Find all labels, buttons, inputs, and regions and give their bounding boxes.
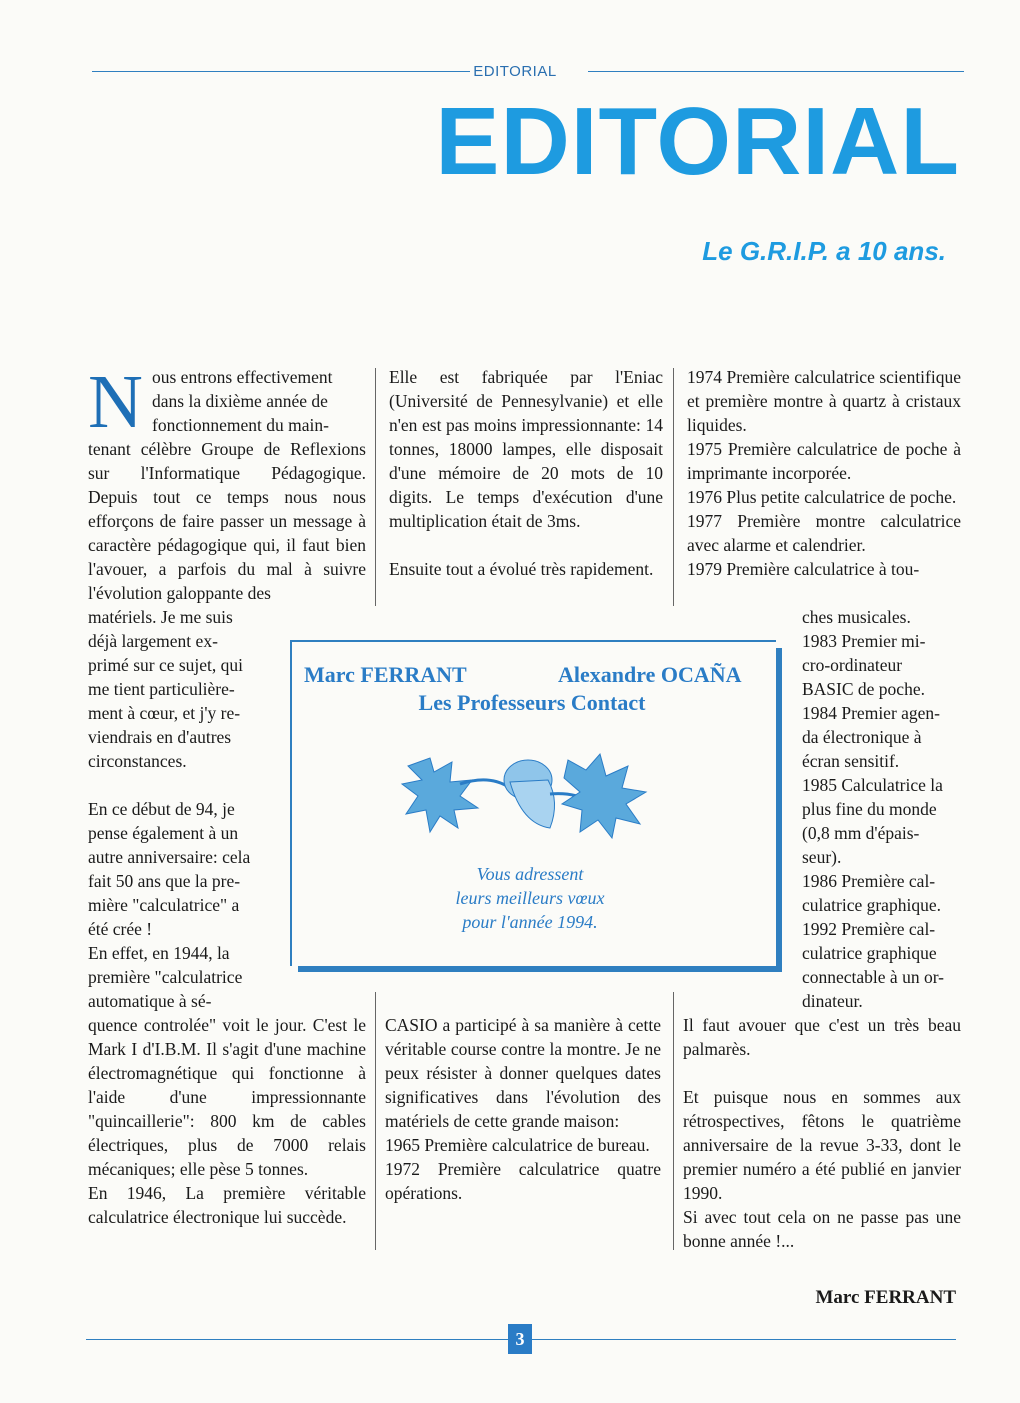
text-line: connectable à un or- (802, 967, 945, 987)
text-line: dans la dixième année de (152, 391, 328, 411)
text-line: 1979 Première calculatrice à tou- (687, 559, 920, 579)
paragraph: tenant célèbre Groupe de Reflexions sur l'Informatique Pédagogique. Depuis tout ce temps nous nous efforçons de faire passer un message à caractère pédagogique qui, il faut bien l'avouer, a parfois du mal à suivre l'évolution galoppante des (88, 439, 366, 603)
header-rule-right (588, 71, 964, 72)
text-line: fonctionnement du main- (152, 415, 329, 435)
drop-cap: N (88, 360, 143, 444)
col3-top (687, 365, 961, 581)
text-line: plus fine du monde (802, 799, 937, 819)
text-line: En effet, en 1944, la (88, 943, 230, 963)
text-line: autre anniversaire: cela (88, 847, 251, 867)
oak-leaf-acorn-illustration (400, 744, 665, 844)
text-line: (0,8 mm d'épais- (802, 823, 920, 843)
author-signature: Marc FERRANT (815, 1287, 956, 1308)
col1-paragraph-1 (88, 437, 366, 605)
paragraph: 1972 Première calculatrice quatre opérations. (385, 1159, 661, 1203)
text-line: cro-ordinateur (802, 655, 903, 675)
paragraph: En 1946, La première véritable calculatrice électronique lui succède. (88, 1183, 366, 1227)
text-line: ches musicales. (802, 607, 911, 627)
page-title: EDITORIAL (435, 88, 960, 195)
text-line: matériels. Je me suis (88, 607, 233, 627)
text-line: 1986 Première cal- (802, 871, 936, 891)
text-line: première "calculatrice (88, 967, 243, 987)
box-wish-line-2: leurs meilleurs vœux (455, 888, 605, 908)
text-line: 1984 Premier agen- (802, 703, 941, 723)
paragraph: Et puisque nous en sommes aux rétrospectives, fêtons le quatrième anniversaire de la revue 3-33, dont le premier numéro a été publié en janvier 1990. (683, 1087, 961, 1203)
box-name-left: Marc FERRANT (304, 662, 467, 687)
paragraph: 1977 Première montre calculatrice avec alarme et calendrier. (687, 511, 961, 555)
box-group: Les Professeurs Contact (418, 690, 646, 715)
column-divider-2-top (673, 368, 674, 606)
footer-rule-left (86, 1339, 508, 1340)
col1-intro-lines (152, 365, 366, 437)
paragraph: quence controlée" voit le jour. C'est le Mark I d'I.B.M. Il s'agit d'une machine électromagnétique qui fonctionne à l'aide d'une impressionnante "quincaillerie": 800 km de cables électriques, plus de 7000 relais mécaniques; elle pèse 5 tonnes. (88, 1015, 366, 1179)
box-name-right: Alexandre OCAÑA (558, 662, 742, 687)
text-line: mière "calculatrice" a (88, 895, 240, 915)
text-line: culatrice graphique. (802, 895, 941, 915)
text-line: dinateur. (802, 991, 863, 1011)
col3-bottom (683, 1013, 961, 1253)
text-line: circonstances. (88, 751, 187, 771)
column-divider-2-bottom (673, 992, 674, 1250)
text-line: primé sur ce sujet, qui (88, 655, 244, 675)
col3-narrow (802, 605, 960, 1013)
text-line: seur). (802, 847, 842, 867)
paragraph: 1974 Première calculatrice scientifique et première montre à quartz à cristaux liquides. (687, 367, 961, 435)
text-line: été crée ! (88, 919, 153, 939)
col2-bottom (385, 1013, 661, 1205)
paragraph: 1976 Plus petite calculatrice de poche. (687, 487, 957, 507)
text-line: fait 50 ans que la pre- (88, 871, 241, 891)
text-line: viendrais en d'autres (88, 727, 232, 747)
text-line: BASIC de poche. (802, 679, 925, 699)
column-divider-1-bottom (375, 992, 376, 1250)
text-line: ment à cœur, et j'y re- (88, 703, 241, 723)
text-line: 1985 Calculatrice la (802, 775, 943, 795)
text-line: 1983 Premier mi- (802, 631, 926, 651)
box-wish-line-1: Vous adressent (476, 864, 584, 884)
page-subtitle: Le G.R.I.P. a 10 ans. (702, 236, 946, 266)
text-line: automatique à sé- (88, 991, 212, 1011)
paragraph: Il faut avouer que c'est un très beau palmarès. (683, 1015, 961, 1059)
section-label: EDITORIAL (473, 63, 557, 80)
box-wish-line-3: pour l'année 1994. (462, 912, 598, 932)
text-line: déjà largement ex- (88, 631, 218, 651)
text-line: ous entrons effectivement (152, 367, 333, 387)
paragraph: 1975 Première calculatrice de poche à imprimante incorporée. (687, 439, 961, 483)
paragraph: Elle est fabriquée par l'Eniac (Université de Pennesylvanie) et elle n'en est pas moins impressionnante: 14 tonnes, 18000 lampes, elle disposait d'une mémoire de 20 mots de 10 digits. Le temps d'exécution d'une multiplication était de 3ms. (389, 367, 663, 531)
paragraph: 1965 Première calculatrice de bureau. (385, 1135, 650, 1155)
text-line: pense également à un (88, 823, 239, 843)
column-divider-1-top (375, 368, 376, 606)
text-line: da électronique à (802, 727, 922, 747)
header-rule-left (92, 71, 470, 72)
text-line: 1992 Première cal- (802, 919, 936, 939)
paragraph: CASIO a participé à sa manière à cette véritable course contre la montre. Je ne peux résister à donner quelques dates significatives dans l'évolution des matériels de cette grande maison: (385, 1015, 661, 1131)
col2-top (389, 365, 663, 581)
footer-rule-right (532, 1339, 956, 1340)
col1-paragraph-bottom (88, 1013, 366, 1229)
text-line: En ce début de 94, je (88, 799, 235, 819)
paragraph: Si avec tout cela on ne passe pas une bonne année !... (683, 1207, 961, 1251)
col1-narrow-block (88, 605, 265, 1013)
text-line: écran sensitif. (802, 751, 900, 771)
text-line: culatrice graphique (802, 943, 937, 963)
page-number: 3 (508, 1324, 532, 1354)
paragraph: Ensuite tout a évolué très rapidement. (389, 559, 654, 579)
text-line: me tient particulière- (88, 679, 235, 699)
